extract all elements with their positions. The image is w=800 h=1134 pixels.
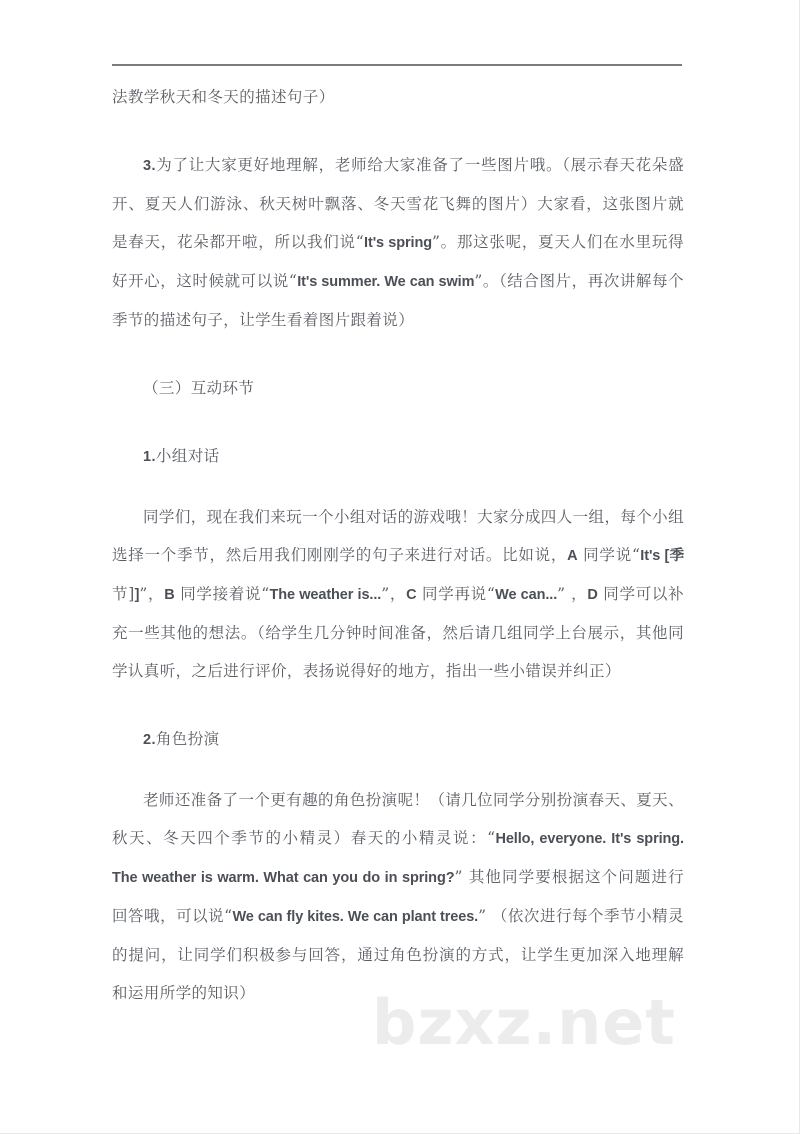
subheading-item-1 bbox=[112, 437, 684, 476]
item-3-text-b: ”。那这张呢，夏天人们在水里玩得好开心，这时候就可以说“ bbox=[112, 233, 685, 290]
subheading-item-2 bbox=[112, 720, 684, 759]
spacer bbox=[112, 690, 684, 720]
item-1-text-b: 同学说“ bbox=[577, 546, 641, 564]
document-content bbox=[112, 0, 684, 1012]
item-2-number: 2. bbox=[143, 732, 156, 748]
paragraph-continued-line bbox=[112, 78, 684, 116]
spacer bbox=[112, 476, 684, 498]
item-1-english-a: A bbox=[567, 548, 578, 564]
item-1-text-f: ”， bbox=[381, 585, 407, 603]
spacer bbox=[112, 116, 684, 146]
spacer bbox=[112, 759, 684, 781]
spacer bbox=[112, 339, 684, 369]
item-1-bracket-close: ] bbox=[134, 587, 140, 603]
paragraph-item-1-body bbox=[112, 498, 684, 690]
item-2-text-a: 老师还准备了一个更有趣的角色扮演呢！（请几位同学分别扮演春天、夏天、秋天、冬天四个季节的小精灵）春天的小精灵说：“ bbox=[112, 791, 684, 847]
item-1-text-e: 同学接着说“ bbox=[174, 585, 270, 603]
item-1-text-c: 节] bbox=[112, 585, 135, 603]
item-1-english-g: D bbox=[587, 587, 598, 603]
continued-line-text: 法教学秋天和冬天的描述句子） bbox=[112, 88, 335, 106]
item-2-english-b: We can fly kites. We can plant trees. bbox=[232, 909, 479, 925]
item-1-number: 1. bbox=[143, 449, 156, 465]
item-1-text-g: 同学再说“ bbox=[416, 585, 496, 603]
item-3-english-2: It's summer. We can swim bbox=[297, 274, 475, 290]
item-2-text-c: ” （依次进行每个季节小精灵的提问，让同学们积极参与回答，通过角色扮演的方式，让学生更加深入地理解和运用所学的知识） bbox=[112, 907, 685, 1002]
section-heading-interactive bbox=[112, 369, 684, 407]
spacer bbox=[112, 407, 684, 437]
item-1-text-d: ”， bbox=[139, 585, 165, 603]
item-1-english-c: B bbox=[164, 587, 175, 603]
item-3-english-1: It's spring bbox=[364, 235, 432, 251]
item-3-text-c: ”。（结合图片，再次讲解每个季节的描述句子，让学生看着图片跟着说） bbox=[112, 272, 684, 329]
item-1-english-e: C bbox=[406, 587, 417, 603]
item-1-title: 小组对话 bbox=[155, 447, 220, 465]
paragraph-item-3 bbox=[112, 146, 684, 339]
item-1-english-d: The weather is... bbox=[269, 587, 382, 603]
item-2-text-b: ” 其他同学要根据这个问题进行回答哦，可以说“ bbox=[112, 868, 684, 925]
paragraph-item-2-body bbox=[112, 781, 684, 1012]
item-2-title: 角色扮演 bbox=[155, 730, 220, 748]
item-1-english-f: We can... bbox=[495, 587, 558, 603]
item-3-number: 3. bbox=[143, 158, 156, 174]
item-1-text-h: ” ， bbox=[557, 585, 588, 603]
item-2-english-a: Hello, everyone. It's spring. The weather is warm. What can you do in spring? bbox=[112, 831, 684, 886]
item-1-text-i: 同学可以补充一些其他的想法。（给学生几分钟时间准备，然后请几组同学上台展示，其他同学认真听，之后进行评价，表扬说得好的地方，指出一些小错误并纠正） bbox=[112, 585, 684, 680]
item-1-text-a: 同学们，现在我们来玩一个小组对话的游戏哦！大家分成四人一组，每个小组选择一个季节，然后用我们刚刚学的句子来进行对话。比如说， bbox=[112, 508, 684, 564]
site-watermark: bzxz.net bbox=[372, 986, 676, 1059]
item-3-text-a: 为了让大家更好地理解，老师给大家准备了一些图片哦。（展示春天花朵盛开、夏天人们游泳、秋天树叶飘落、冬天雪花飞舞的图片）大家看，这张图片就是春天，花朵都开啦，所以我们说“ bbox=[112, 156, 684, 251]
item-1-english-b: It's [季 bbox=[640, 548, 685, 564]
section-3-heading-text: （三）互动环节 bbox=[143, 379, 255, 397]
